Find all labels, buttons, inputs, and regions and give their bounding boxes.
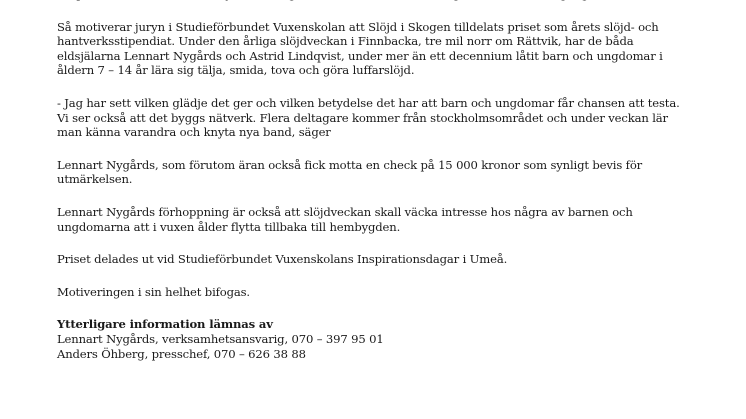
text-line: man känna varandra och knyta nya band, säger xyxy=(57,125,331,140)
paragraph-award-event xyxy=(57,252,737,267)
paragraph-quote xyxy=(57,96,737,140)
text-line: ungdomarna att i vuxen ålder flytta tillbaka till hembygden. xyxy=(57,219,401,234)
text-line: Lennart Nygårds, som förutom äran också fick motta en check på 15 000 kronor som synligt bevis för xyxy=(57,157,643,172)
paragraph-jury-motivation xyxy=(57,20,737,78)
text-line: utmärkelsen. xyxy=(57,172,133,187)
paragraph-check xyxy=(57,158,737,187)
paragraph-intro-tail xyxy=(57,0,737,2)
contact-line: Anders Öhberg, presschef, 070 – 626 38 88 xyxy=(57,346,306,361)
contact-line: Lennart Nygårds, verksamhetsansvarig, 070 – 397 95 01 xyxy=(57,331,384,346)
text-line: hantverksstipendiat. Under den årliga slöjdveckan i Finnbacka, tre mil norr om Rättvik, har de båda xyxy=(57,34,634,49)
text-line xyxy=(57,0,737,2)
document-body xyxy=(57,0,737,379)
text-line: Vi ser också att det byggs nätverk. Flera deltagare kommer från stockholmsområdet och under veckan lär xyxy=(57,110,668,125)
text-line: Priset delades ut vid Studieförbundet Vuxenskolans Inspirationsdagar i Umeå. xyxy=(57,252,508,267)
text-line: Motiveringen i sin helhet bifogas. xyxy=(57,284,250,299)
text-line: Lennart Nygårds förhoppning är också att slöjdveckan skall väcka intresse hos några av barnen och xyxy=(57,204,633,219)
text-line: Så motiverar juryn i Studieförbundet Vuxenskolan att Slöjd i Skogen tilldelats priset som årets slöjd- och xyxy=(57,19,659,34)
paragraph-hope xyxy=(57,205,737,234)
paragraph-attachment-note xyxy=(57,285,737,300)
text-line: - Jag har sett vilken glädje det ger och vilken betydelse det har att barn och ungdomar får chansen att testa. xyxy=(57,95,680,110)
contact-heading: Ytterligare information lämnas av xyxy=(57,317,273,332)
text-line: åldern 7 – 14 år lära sig tälja, smida, tova och göra luffarslöjd. xyxy=(57,63,415,78)
contact-block xyxy=(57,317,737,361)
text-line: eldsjälarna Lennart Nygårds och Astrid Lindqvist, under mer än ett decennium låtit barn och ungdomar i xyxy=(57,48,663,63)
